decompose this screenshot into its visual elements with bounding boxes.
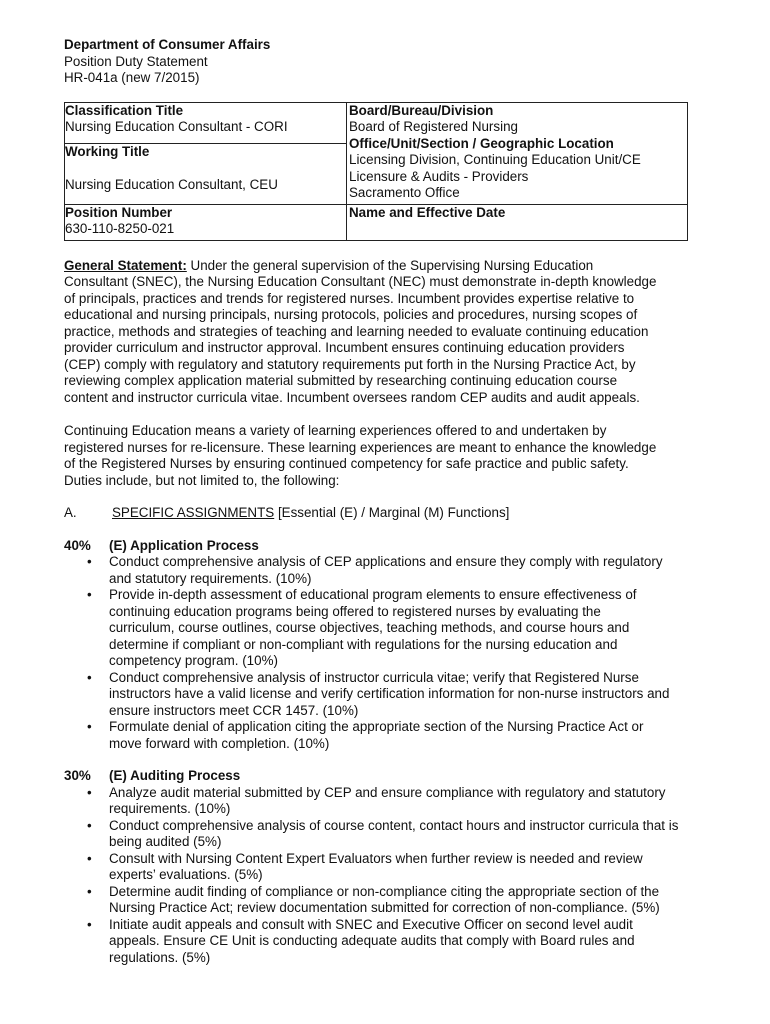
ce-line: Duties include, but not limited to, the following:: [64, 472, 340, 488]
working-title-value: Nursing Education Consultant, CEU: [65, 176, 278, 192]
section-a-heading: [64, 505, 689, 522]
general-statement-line: reviewing complex application material submitted by researching continuing education course: [64, 373, 618, 388]
bullet-icon: •: [87, 719, 92, 734]
working-title-label: Working Title: [65, 143, 150, 159]
list-item: • Conduct comprehensive analysis of CEP applications and ensure they comply with regulatory and statutory requirements. (10%): [87, 554, 663, 586]
bullet-icon: •: [87, 850, 92, 866]
list-item: • Provide in-depth assessment of educational program elements to ensure effectiveness of continuing education programs being offered to registered nurses by evaluating the curriculum, course outlines, course objectives, teaching methods, and course hours and determine if compliant or non-compliant with regulations for the nursing education and competency program. (10%): [87, 587, 637, 668]
general-statement-line: Under the general supervision of the Supervising Nursing Education: [186, 257, 594, 273]
general-statement-line: practice, methods and strategies of teaching and learning needed to evaluate continuing education: [64, 323, 649, 339]
continuing-education-paragraph: [64, 423, 689, 489]
section-letter: A.: [64, 505, 77, 520]
document-page: [64, 37, 689, 966]
list-item: • Conduct comprehensive analysis of course content, contact hours and instructor curricula that is being audited (5%): [87, 817, 679, 849]
general-statement-line: of principals, practices and trends for registered nurses. Incumbent provides expertise relative to: [64, 290, 635, 306]
document-type: Position Duty Statement: [64, 53, 208, 69]
list-item: • Analyze audit material submitted by CEP and ensure compliance with regulatory and statutory requirements. (10%): [87, 784, 666, 816]
auditing-process-block: [64, 768, 689, 966]
block-title: (E) Auditing Process: [109, 768, 241, 783]
list-item: • Initiate audit appeals and consult with SNEC and Executive Officer on second level audit appeals. Ensure CE Unit is conducting adequate audits that comply with Board rules and regulations. (5%): [87, 916, 635, 965]
office-label: Office/Unit/Section / Geographic Location: [349, 135, 614, 151]
office-line-2: Licensure & Audits - Providers: [349, 168, 529, 184]
block-title: (E) Application Process: [109, 537, 259, 553]
bullet-icon: •: [87, 554, 92, 569]
office-line-3: Sacramento Office: [349, 185, 460, 200]
general-statement-line: educational and nursing principals, nursing protocols, policies and procedures, nursing scopes of: [64, 307, 638, 322]
general-statement-line: provider curriculum and instructor approval. Incumbent ensures continuing education providers: [64, 340, 625, 355]
list-item: • Conduct comprehensive analysis of instructor curricula vitae; verify that Registered Nurse instructors have a valid license and verify certification information for non-nurse instructors and ensure instructors meet CCR 1457. (10%): [87, 669, 670, 718]
bullet-icon: •: [87, 916, 92, 932]
bullet-icon: •: [87, 587, 92, 602]
application-process-block: [64, 538, 689, 753]
ce-line: Continuing Education means a variety of learning experiences offered to and undertaken by: [64, 423, 607, 438]
block-percent: 30%: [64, 768, 91, 783]
department-name: Department of Consumer Affairs: [64, 37, 271, 52]
position-number-label: Position Number: [65, 204, 173, 220]
classification-label: Classification Title: [65, 102, 184, 118]
classification-cell: [65, 102, 347, 143]
application-process-list: [64, 554, 689, 752]
name-date-label: Name and Effective Date: [349, 204, 506, 220]
general-statement: [64, 258, 689, 407]
section-suffix: [Essential (E) / Marginal (M) Functions]: [274, 505, 510, 520]
general-statement-line: content and instructor curricula vitae. Incumbent oversees random CEP audits and audit appeals.: [64, 389, 640, 405]
office-line-1: Licensing Division, Continuing Education Unit/CE: [349, 152, 641, 167]
name-date-cell: [347, 204, 688, 240]
auditing-process-list: [64, 785, 689, 967]
position-number-cell: [65, 204, 347, 240]
ce-line: registered nurses for re-licensure. These learning experiences are meant to enhance the knowledge: [64, 439, 657, 455]
block-percent: 40%: [64, 537, 91, 553]
working-title-cell: [65, 143, 347, 204]
list-item: • Determine audit finding of compliance or non-compliance citing the appropriate section of the Nursing Practice Act; review documentation submitted for correction of non-compliance. (5%): [87, 883, 660, 915]
ce-line: of the Registered Nurses by ensuring continued competency for safe practice and public safety.: [64, 456, 629, 471]
board-label: Board/Bureau/Division: [349, 102, 494, 118]
classification-value: Nursing Education Consultant - CORI: [65, 119, 288, 134]
general-statement-line: (CEP) comply with regulatory and statutory requirements put forth in the Nursing Practice Act, by: [64, 356, 636, 372]
bullet-icon: •: [87, 784, 92, 800]
general-statement-label: General Statement:: [64, 257, 187, 273]
list-item: • Formulate denial of application citing the appropriate section of the Nursing Practice Act or move forward with completion. (10%): [87, 719, 644, 751]
document-header: [64, 37, 689, 87]
board-cell: [347, 102, 688, 204]
bullet-icon: •: [87, 669, 92, 685]
general-statement-line: Consultant (SNEC), the Nursing Education Consultant (NEC) must demonstrate in-depth knowledge: [64, 274, 657, 289]
position-number-value: 630-110-8250-021: [65, 221, 175, 236]
bullet-icon: •: [87, 817, 92, 833]
board-value: Board of Registered Nursing: [349, 119, 518, 134]
list-item: • Consult with Nursing Content Expert Evaluators when further review is needed and review experts’ evaluations. (5%): [87, 850, 643, 882]
form-id: HR-041a (new 7/2015): [64, 70, 200, 85]
section-title: SPECIFIC ASSIGNMENTS: [112, 505, 275, 520]
bullet-icon: •: [87, 883, 92, 899]
position-info-table: [64, 102, 688, 241]
